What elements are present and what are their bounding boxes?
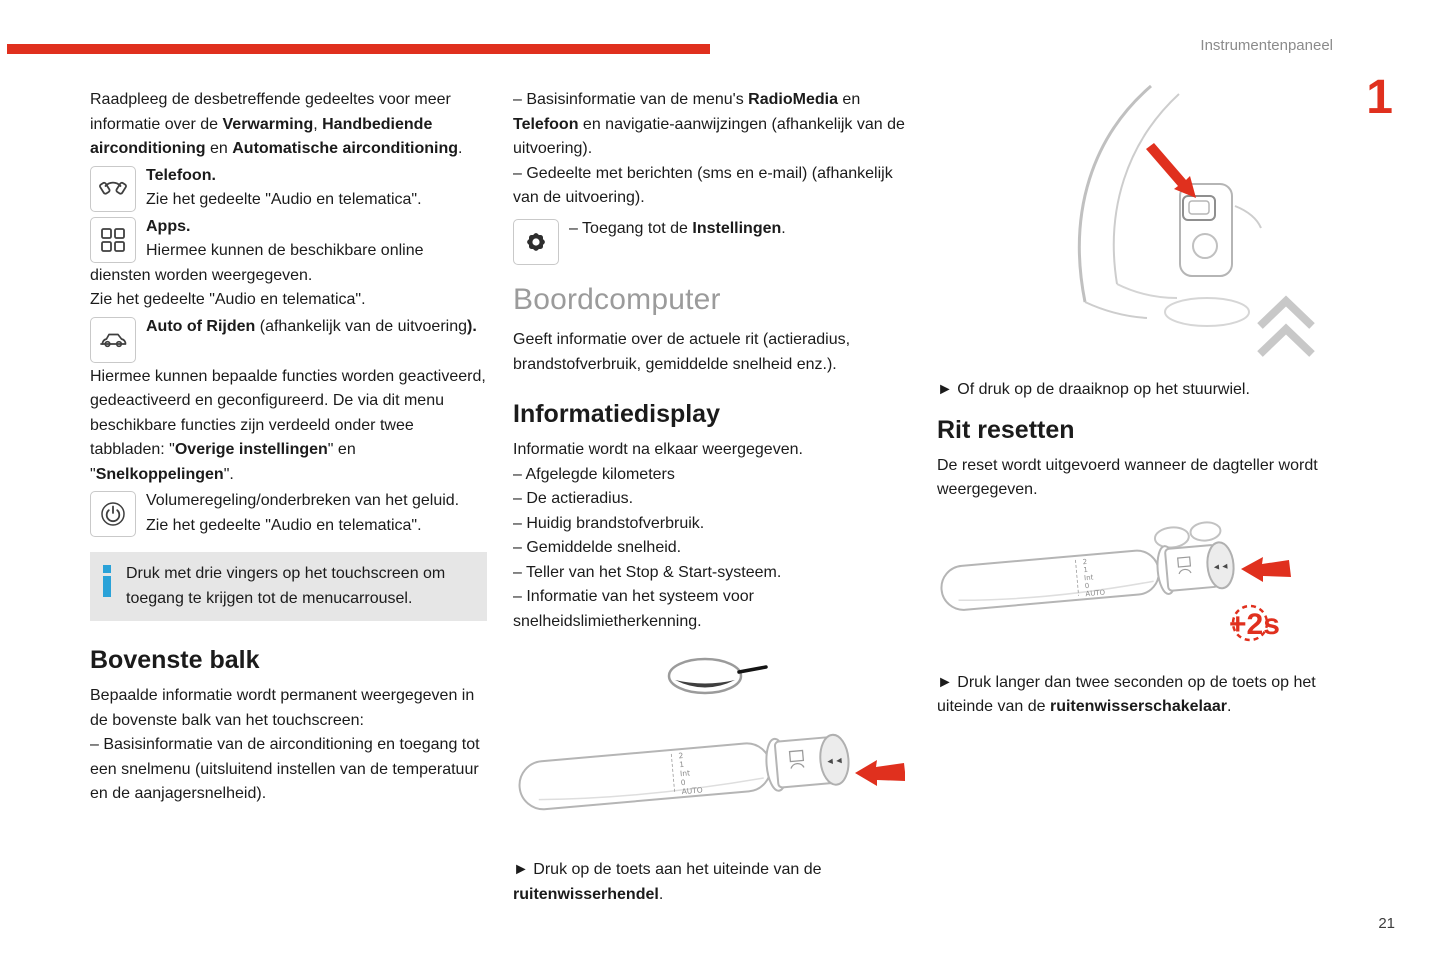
info-list-item: – Huidig brandstofverbruik. <box>513 514 705 532</box>
stalk-label-2: 2 <box>1082 557 1088 566</box>
bovenste-balk-list-item: – Basisinformatie van de airconditioning en toegang tot een snelmenu (uitsluitend instellen van de temperatuur en de aanjagersnelheid). <box>90 736 480 802</box>
apps-grid-icon <box>90 217 136 263</box>
info-icon <box>100 565 114 597</box>
menu-item-telefoon <box>90 164 487 213</box>
red-arrow <box>1146 143 1196 198</box>
bovenste-balk-paragraph: Bepaalde informatie wordt permanent weergegeven in de bovenste balk van het touchscreen: <box>90 687 475 729</box>
volume-text: Volumeregeling/onderbreken van het geluid. Zie het gedeelte "Audio en telematica". <box>146 492 460 534</box>
apps-text: Apps. Hiermee kunnen de beschikbare online diensten worden weergegeven. Zie het gedeelte "Audio en telematica". <box>90 217 424 308</box>
steering-wheel-top-icon <box>669 659 766 693</box>
gear-icon <box>513 219 559 265</box>
boordcomputer-paragraph: Geeft informatie over de actuele rit (actieradius, brandstofverbruik, gemiddelde snelheid enz.). <box>513 331 851 373</box>
list-item-berichten: – Gedeelte met berichten (sms en e-mail) (afhankelijk van de uitvoering). <box>513 164 893 206</box>
red-arrow <box>855 760 905 786</box>
column-right <box>937 84 1337 720</box>
stalk-label-1: 1 <box>678 759 685 770</box>
info-list-item: – Gemiddelde snelheid. <box>513 539 682 556</box>
auto-rijden-description: Hiermee kunnen bepaalde functies worden geactiveerd, gedeactiveerd en geconfigureerd. De via dit menu beschikbare functies zijn verdeeld onder twee tabbladen: "Overige instellingen" en "Snelkoppelingen". <box>90 367 486 483</box>
phone-icon <box>90 166 136 212</box>
citroen-logo <box>1260 301 1312 354</box>
steering-wheel-illustration <box>937 84 1337 370</box>
chapter-number: 1 <box>1366 71 1393 124</box>
stalk-label-auto: AUTO <box>1085 587 1106 598</box>
auto-rijden-text: Auto of Rijden (afhankelijk van de uitvoering). <box>146 317 477 335</box>
stalk-end-button-glyph: ◄◄ <box>1211 560 1230 572</box>
info-note-text: Druk met drie vingers op het touchscreen om toegang te krijgen tot de menucarrousel. <box>126 565 446 607</box>
page-number: 21 <box>1378 914 1395 932</box>
power-volume-icon <box>90 491 136 537</box>
heading-informatiedisplay: Informatiedisplay <box>513 400 720 428</box>
info-list-item: – Afgelegde kilometers <box>513 465 675 483</box>
wiper-stalk-illustration <box>513 646 905 858</box>
instellingen-text: – Toegang tot de Instellingen. <box>569 219 786 237</box>
info-list-item: – De actieradius. <box>513 490 634 507</box>
red-arrow <box>1241 557 1291 582</box>
info-list-item: – Informatie van het systeem voor snelheidslimietherkenning. <box>513 588 754 630</box>
info-list-item: – Teller van het Stop & Start-systeem. <box>513 563 782 581</box>
wiper-stalk-reset-illustration <box>937 517 1337 665</box>
telefoon-text: Telefoon. Zie het gedeelte "Audio en telematica". <box>146 166 422 208</box>
stalk-label-2: 2 <box>678 750 684 761</box>
stalk-label-int: Int <box>1083 572 1094 582</box>
menu-item-instellingen <box>513 217 905 265</box>
heading-rit-resetten: Rit resetten <box>937 415 1075 444</box>
steering-wheel-button <box>1183 196 1215 220</box>
stalk-label-auto: AUTO <box>681 785 704 797</box>
stalk-label-int: Int <box>679 768 691 779</box>
plus-2s-label: +2s <box>1229 607 1280 641</box>
column-left <box>90 88 487 807</box>
informatiedisplay-paragraph: Informatie wordt na elkaar weergegeven. <box>513 441 803 458</box>
heading-boordcomputer: Boordcomputer <box>513 282 721 316</box>
instruction-steering-knob: ► Of druk op de draaiknop op het stuurwiel. <box>937 381 1250 398</box>
car-icon <box>90 317 136 363</box>
menu-item-auto-rijden <box>90 315 487 363</box>
info-note <box>90 552 487 621</box>
stalk-label-0: 0 <box>1084 581 1090 590</box>
list-item-radiomedia: – Basisinformatie van de menu's RadioMedia en Telefoon en navigatie-aanwijzingen (afhankelijk van de uitvoering). <box>513 91 905 157</box>
stalk-end-button-glyph: ◄◄ <box>825 754 844 767</box>
stalk-label-0: 0 <box>680 777 686 788</box>
instruction-wiper-button: ► Druk op de toets aan het uiteinde van de ruitenwisserhendel. <box>513 861 822 903</box>
plus-2s-timer <box>1229 606 1280 641</box>
heading-bovenste-balk: Bovenste balk <box>90 646 260 674</box>
menu-item-volume <box>90 489 487 538</box>
instruction-reset-button: ► Druk langer dan twee seconden op de toets op het uiteinde van de ruitenwisserschakelaar. <box>937 673 1316 715</box>
rit-resetten-paragraph: De reset wordt uitgevoerd wanneer de dagteller wordt weergegeven. <box>937 456 1318 498</box>
stalk-label-1: 1 <box>1083 565 1089 574</box>
top-red-bar <box>7 44 710 54</box>
page-header: Instrumentenpaneel <box>1200 37 1333 54</box>
intro-paragraph: Raadpleeg de desbetreffende gedeeltes voor meer informatie over de Verwarming, Handbediende airconditioning en Automatische airconditioning. <box>90 91 463 157</box>
menu-item-apps <box>90 215 487 313</box>
column-middle <box>513 88 905 907</box>
